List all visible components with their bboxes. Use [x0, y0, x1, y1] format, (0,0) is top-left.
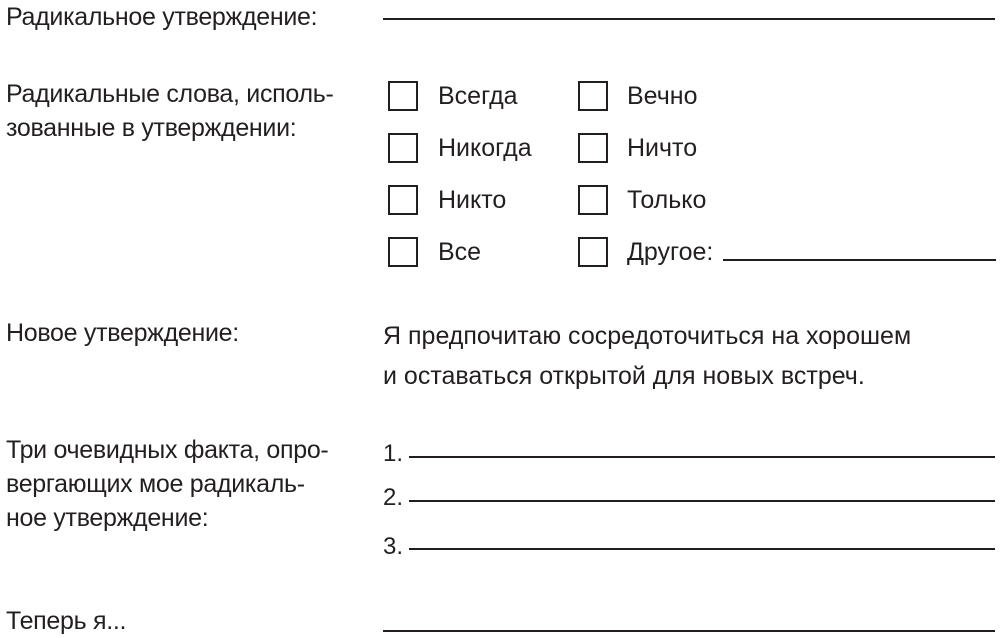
new-statement-text: Я предпочитаю сосредоточиться на хорошем и оставаться открытой для новых встреч. — [383, 322, 912, 390]
checkbox-label-vechno: Вечно — [627, 82, 698, 110]
fact-number-2: 2. — [383, 484, 404, 511]
fact-number-1: 1. — [383, 440, 404, 467]
checkbox-vse[interactable] — [388, 237, 418, 267]
checkbox-label-vsegda: Всегда — [438, 82, 518, 110]
now-i-line[interactable] — [383, 630, 995, 632]
radical-words-label: Радикальные слова, исполь- зованные в утверждении: — [6, 80, 334, 142]
checkbox-label-tolko: Только — [627, 186, 707, 214]
fact-line-1[interactable] — [409, 456, 995, 458]
fact-line-2[interactable] — [409, 500, 995, 502]
checkbox-other[interactable] — [578, 237, 608, 267]
facts-label: Три очевидных факта, опро- вергающих мое радикаль- ное утверждение: — [6, 436, 329, 532]
fact-line-3[interactable] — [409, 548, 995, 550]
checkbox-label-nikto: Никто — [438, 186, 507, 214]
checkbox-label-nikogda: Никогда — [438, 134, 532, 162]
checkbox-nikogda[interactable] — [388, 133, 418, 163]
checkbox-vsegda[interactable] — [388, 81, 418, 111]
radical-statement-label: Радикальное утверждение: — [6, 3, 318, 31]
now-i-label: Теперь я... — [6, 607, 127, 635]
checkbox-label-nichto: Ничто — [627, 134, 698, 162]
checkbox-nikto[interactable] — [388, 185, 418, 215]
new-statement-label: Новое утверждение: — [6, 319, 239, 347]
checkbox-nichto[interactable] — [578, 133, 608, 163]
other-word-line[interactable] — [723, 259, 996, 261]
fact-number-3: 3. — [383, 533, 404, 560]
radical-statement-line[interactable] — [383, 18, 995, 20]
checkbox-tolko[interactable] — [578, 185, 608, 215]
checkbox-label-other: Другое: — [627, 238, 714, 266]
checkbox-label-vse: Все — [438, 238, 482, 266]
checkbox-vechno[interactable] — [578, 81, 608, 111]
